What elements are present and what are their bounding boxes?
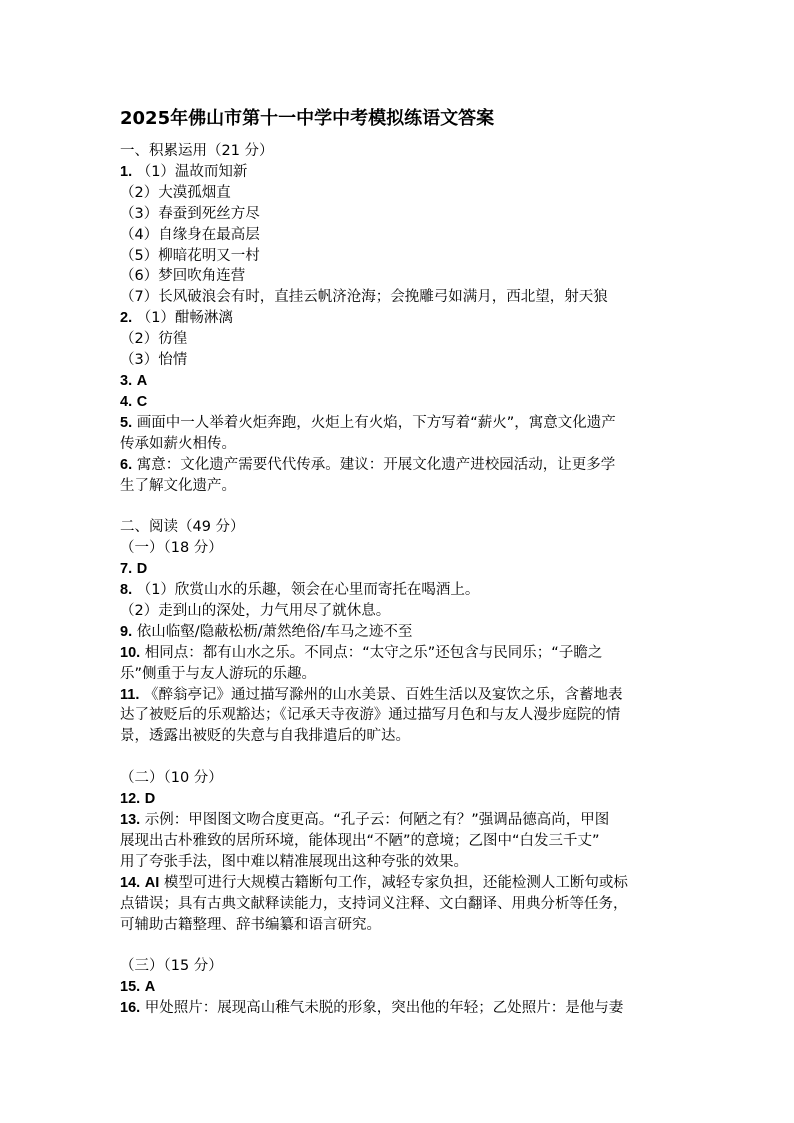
q6-text-1: 寓意：文化遗产需要代代传承。建议：开展文化遗产进校园活动，让更多学 — [136, 456, 616, 473]
q4-line — [120, 392, 690, 413]
q14-ai-label: AI — [144, 874, 160, 891]
q14-text-3: 可辅助古籍整理、辞书编纂和语言研究。 — [120, 916, 381, 933]
q2-answer-1: （1）酣畅淋漓 — [136, 310, 233, 327]
q7-number: 7. — [120, 561, 133, 578]
q3-number: 3. — [120, 372, 133, 389]
q8-answer-1: （1）欣赏山水的乐趣，领会在心里而寄托在喝酒上。 — [136, 582, 480, 599]
q8-number: 8. — [120, 582, 133, 599]
q1-answer-6: （6）梦回吹角连营 — [120, 268, 246, 285]
q10-text-2: 乐”侧重于与友人游玩的乐趣。 — [120, 665, 317, 682]
q12-line — [120, 789, 690, 810]
q16-line-1 — [120, 998, 690, 1019]
q6-text-2: 生了解文化遗产。 — [120, 477, 236, 494]
section-heading-reading: 二、阅读（49 分） — [120, 519, 245, 536]
q4-answer: C — [136, 393, 148, 410]
q2-item-1 — [120, 308, 690, 329]
section-spacer — [120, 496, 690, 517]
q10-number: 10. — [120, 644, 141, 661]
q13-text-2: 展现出古朴雅致的居所环境，能体现出“不陋”的意境；乙图中“白发三千丈” — [120, 832, 600, 849]
q5-line-1 — [120, 413, 690, 434]
q14-text-1: 模型可进行大规模古籍断句工作，减轻专家负担，还能检测人工断句或标 — [163, 874, 628, 891]
q2-answer-2: （2）彷徨 — [120, 331, 188, 348]
q8-answer-2: （2）走到山的深处，力气用尽了就休息。 — [120, 602, 391, 619]
section-heading-accumulation: 一、积累运用（21 分） — [120, 143, 274, 159]
q14-number: 14. — [120, 874, 141, 891]
q11-text-2: 达了被贬后的乐观豁达；《记承天寺夜游》通过描写月色和与友人漫步庭院的情 — [120, 707, 621, 724]
q11-text-1: 《醉翁亭记》通过描写滁州的山水美景、百姓生活以及宴饮之乐，含蓄地表 — [143, 686, 623, 703]
q12-answer: D — [144, 791, 156, 808]
q5-text-1: 画面中一人举着火炬奔跑，火炬上有火焰，下方写着“薪火”，寓意文化遗产 — [136, 414, 616, 431]
q13-line-1 — [120, 810, 690, 831]
q13-text-1: 示例：甲图图文吻合度更高。“孔子云：何陋之有？”强调品德高尚，甲图 — [144, 811, 610, 828]
q9-line — [120, 622, 690, 643]
q12-number: 12. — [120, 791, 141, 808]
part-spacer — [120, 747, 690, 768]
part2-heading: （二）（10 分） — [120, 770, 223, 787]
q11-text-3: 景，透露出被贬的失意与自我排遣后的旷达。 — [120, 728, 410, 745]
q2-answer-3: （3）怡情 — [120, 352, 188, 369]
q9-number: 9. — [120, 623, 133, 640]
q15-line — [120, 977, 690, 998]
q6-number: 6. — [120, 456, 133, 473]
q1-item-1 — [120, 162, 690, 183]
q5-number: 5. — [120, 414, 133, 431]
q15-answer: A — [144, 979, 156, 996]
q7-answer: D — [136, 561, 148, 578]
q1-answer-3: （3）春蚕到死丝方尽 — [120, 205, 260, 222]
q9-answer: 依山临壑/隐蔽松枥/萧然绝俗/车马之迹不至 — [136, 623, 413, 640]
q10-text-1: 相同点：都有山水之乐。不同点：“太守之乐”还包含与民同乐；“子瞻之 — [144, 644, 603, 661]
q14-text-2: 点错误；具有古典文献释读能力，支持词义注释、文白翻译、用典分析等任务， — [120, 895, 628, 912]
part3-heading: （三）（15 分） — [120, 958, 223, 975]
q1-answer-5: （5）柳暗花明又一村 — [120, 247, 260, 264]
q6-line-1 — [120, 455, 690, 476]
q7-line — [120, 559, 690, 580]
part-spacer — [120, 935, 690, 956]
q4-number: 4. — [120, 393, 133, 410]
q5-text-2: 传承如薪火相传。 — [120, 435, 236, 452]
q1-answer-4: （4）自缘身在最高层 — [120, 226, 260, 243]
q16-text-1: 甲处照片：展现高山稚气未脱的形象，突出他的年轻；乙处照片：是他与妻 — [144, 1000, 624, 1017]
document-title: 2025年佛山市第十一中学中考模拟练语文答案 — [120, 108, 495, 129]
q15-number: 15. — [120, 979, 141, 996]
q2-number: 2. — [120, 310, 133, 327]
q13-number: 13. — [120, 811, 141, 828]
q13-text-3: 用了夸张手法，图中难以精准展现出这种夸张的效果。 — [120, 853, 468, 870]
q10-line-1 — [120, 643, 690, 664]
q14-line-1 — [120, 873, 690, 894]
q3-answer: A — [136, 372, 148, 389]
q8-line-1 — [120, 580, 690, 601]
part1-heading: （一）（18 分） — [120, 540, 223, 557]
q1-answer-1: （1）温故而知新 — [136, 163, 248, 180]
q1-answer-2: （2）大漠孤烟直 — [120, 184, 231, 201]
q1-answer-7: （7）长风破浪会有时，直挂云帆济沧海；会挽雕弓如满月，西北望，射天狼 — [120, 289, 608, 306]
q11-line-1 — [120, 685, 690, 706]
q1-number: 1. — [120, 163, 133, 180]
answer-document — [120, 107, 690, 1019]
q16-number: 16. — [120, 1000, 141, 1017]
q11-number: 11. — [120, 686, 140, 703]
q3-line — [120, 371, 690, 392]
